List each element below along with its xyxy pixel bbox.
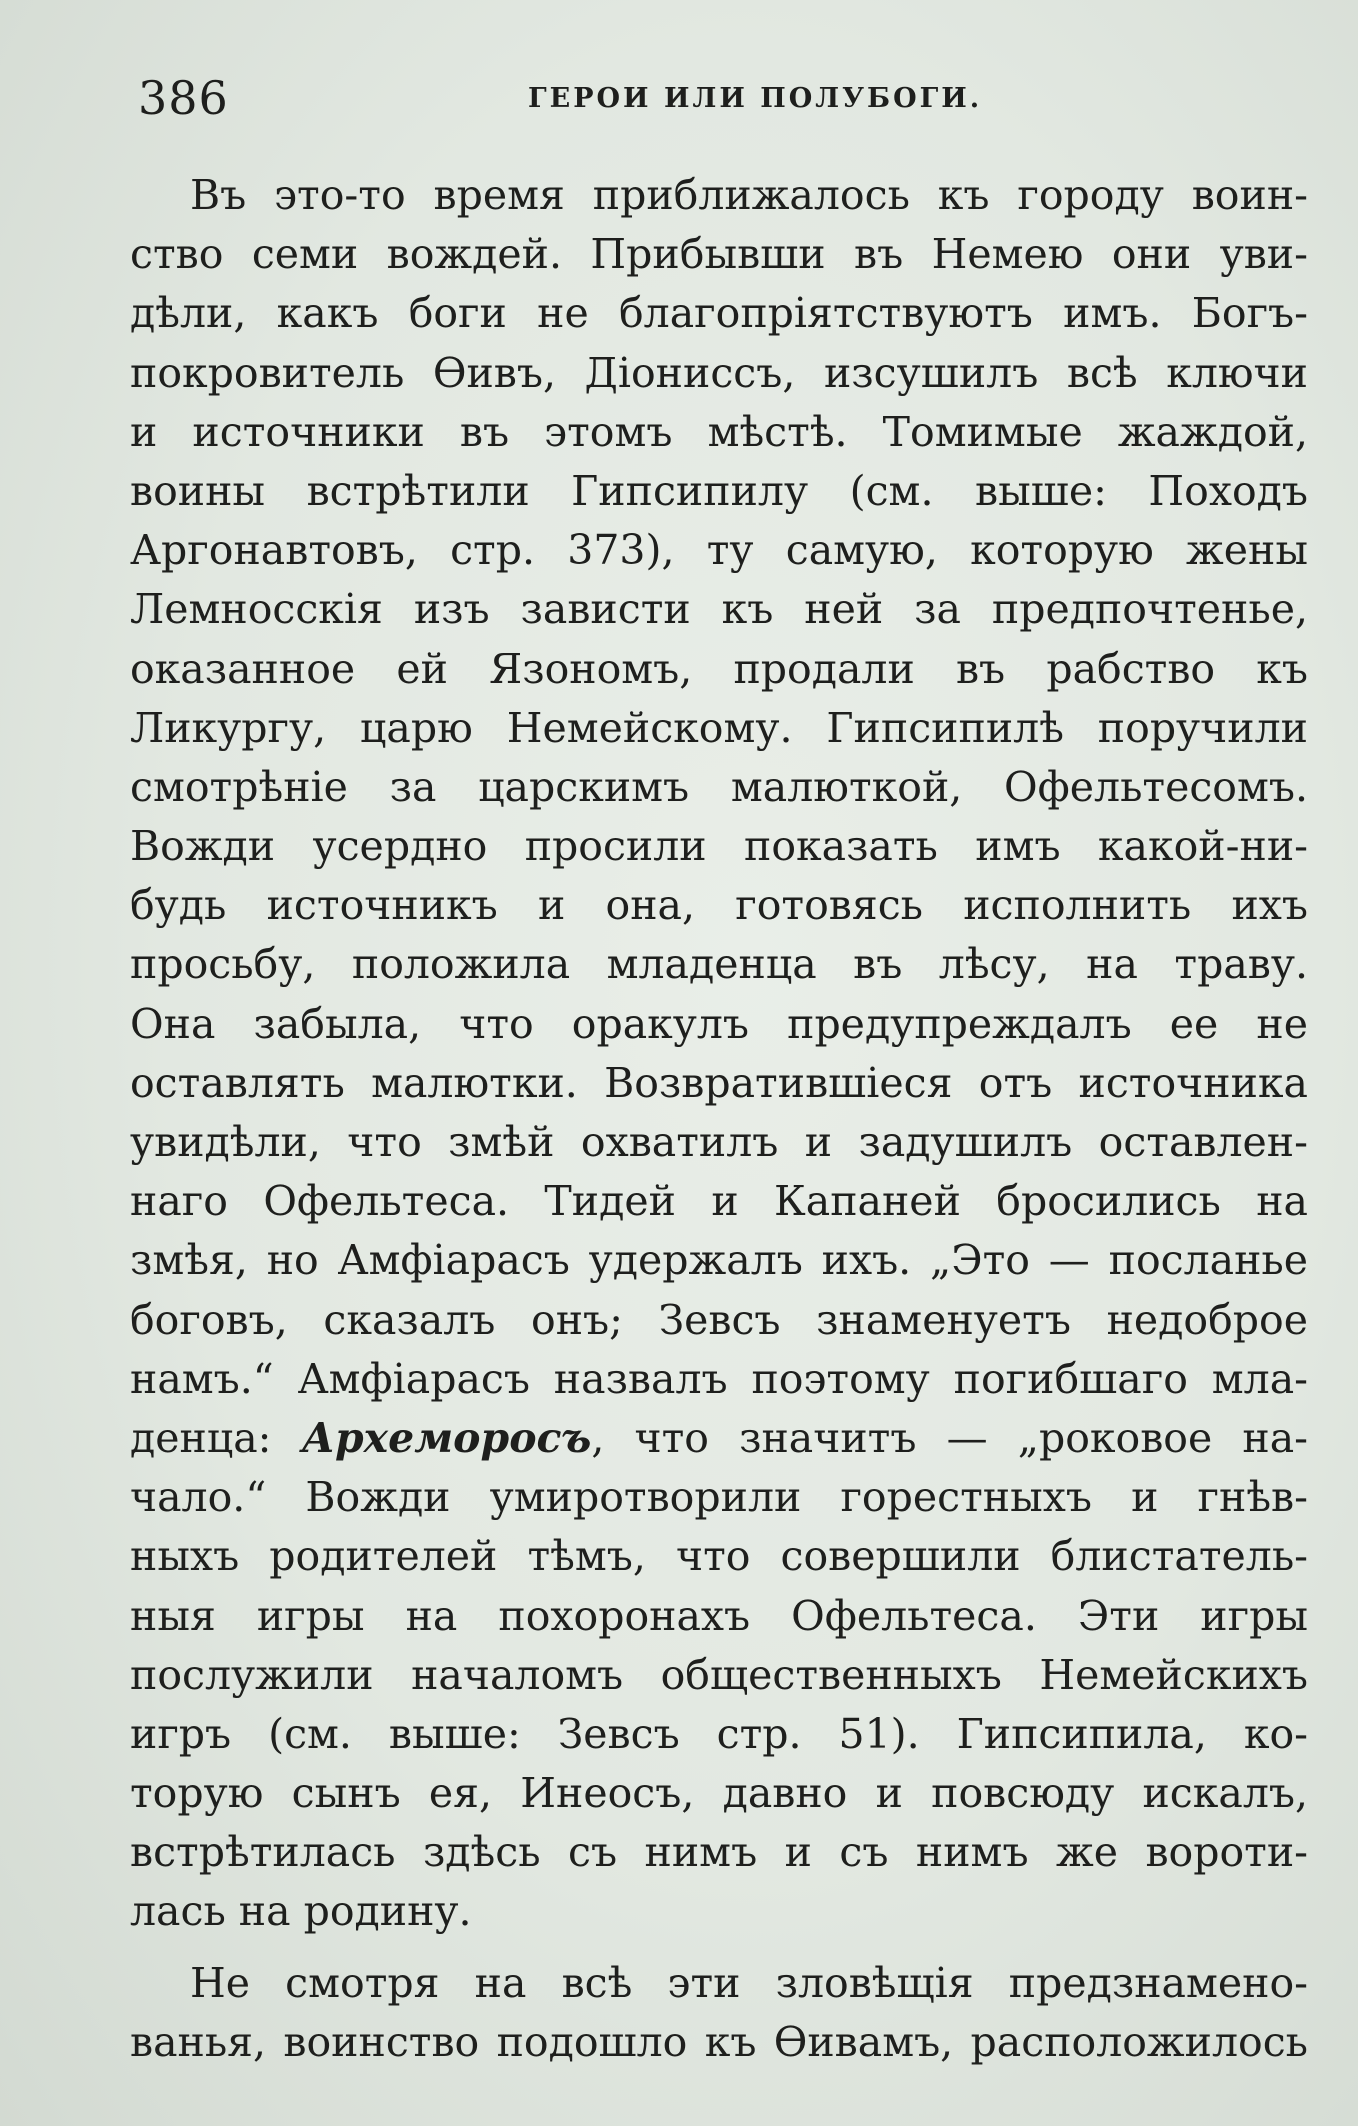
- text-line: оставлять малютки. Возвратившіеся отъ источника: [130, 1058, 1308, 1107]
- text-fragment: , что значитъ — „роковое на-: [591, 1413, 1308, 1462]
- body-text: [130, 166, 1308, 2072]
- text-line: Она забыла, что оракулъ предупреждалъ ее не: [130, 999, 1308, 1048]
- text-line: ныхъ родителей тѣмъ, что совершили блистатель-: [130, 1532, 1308, 1581]
- text-line: покровитель Өивъ, Діониссъ, изсушилъ всѣ ключи: [130, 348, 1308, 397]
- text-line: будь источникъ и она, готовясь исполнить ихъ: [130, 881, 1308, 930]
- text-line: смотрѣніе за царскимъ малюткой, Офельтесомъ.: [130, 762, 1308, 811]
- text-line: чало.“ Вожди умиротворили горестныхъ и гнѣв-: [130, 1473, 1308, 1522]
- page-number: 386: [138, 71, 229, 125]
- text-line: боговъ, сказалъ онъ; Зевсъ знаменуетъ недоброе: [130, 1295, 1308, 1344]
- text-line: наго Офельтеса. Тидей и Капаней бросились на: [130, 1177, 1308, 1226]
- text-fragment: денца:: [130, 1413, 302, 1462]
- text-line: Аргонавтовъ, стр. 373), ту самую, которую жены: [130, 526, 1308, 575]
- text-line: лась на родину.: [130, 1887, 472, 1936]
- text-line: дѣли, какъ боги не благопріятствуютъ имъ. Богъ-: [130, 289, 1308, 338]
- text-line: Лемносскія изъ зависти къ ней за предпочтенье,: [130, 585, 1308, 634]
- text-line: Вожди усердно просили показать имъ какой-ни-: [130, 822, 1308, 871]
- text-line: встрѣтилась здѣсь съ нимъ и съ нимъ же вороти-: [130, 1828, 1308, 1877]
- page-header: [138, 68, 1318, 128]
- text-line: оказанное ей Язономъ, продали въ рабство къ: [130, 644, 1308, 693]
- text-line: ство семи вождей. Прибывши въ Немею они уви-: [130, 230, 1308, 279]
- text-line: игръ (см. выше: Зевсъ стр. 51). Гипсипила, ко-: [130, 1709, 1308, 1758]
- emphasized-word: Археморосъ: [301, 1413, 592, 1462]
- text-line: Ликургу, царю Немейскому. Гипсипилѣ поручили: [130, 703, 1308, 752]
- text-line: намъ.“ Амфіарасъ назвалъ поэтому погибшаго мла-: [130, 1354, 1308, 1403]
- text-line: змѣя, но Амфіарасъ удержалъ ихъ. „Это — посланье: [130, 1236, 1308, 1285]
- text-line: послужили началомъ общественныхъ Немейскихъ: [130, 1650, 1308, 1699]
- text-line: и источники въ этомъ мѣстѣ. Томимые жаждой,: [130, 407, 1308, 456]
- paragraph-gap: [130, 1942, 1308, 1954]
- text-line: воины встрѣтили Гипсипилу (см. выше: Походъ: [130, 466, 1308, 515]
- text-line: Въ это-то время приближалось къ городу воин-: [190, 171, 1308, 219]
- running-head: ГЕРОИ ИЛИ ПОЛУБОГИ.: [528, 83, 983, 114]
- text-line: увидѣли, что змѣй охватилъ и задушилъ оставлен-: [130, 1118, 1308, 1166]
- text-line: ныя игры на похоронахъ Офельтеса. Эти игры: [130, 1591, 1308, 1640]
- text-line-with-emphasis: [130, 1409, 1308, 1468]
- text-line: торую сынъ ея, Инеосъ, давно и повсюду искалъ,: [130, 1769, 1308, 1818]
- text-line: Не смотря на всѣ эти зловѣщія предзнамено-: [190, 1958, 1308, 2007]
- text-line: ванья, воинство подошло къ Өивамъ, расположилось: [130, 2017, 1308, 2066]
- text-line: просьбу, положила младенца въ лѣсу, на траву.: [130, 940, 1308, 989]
